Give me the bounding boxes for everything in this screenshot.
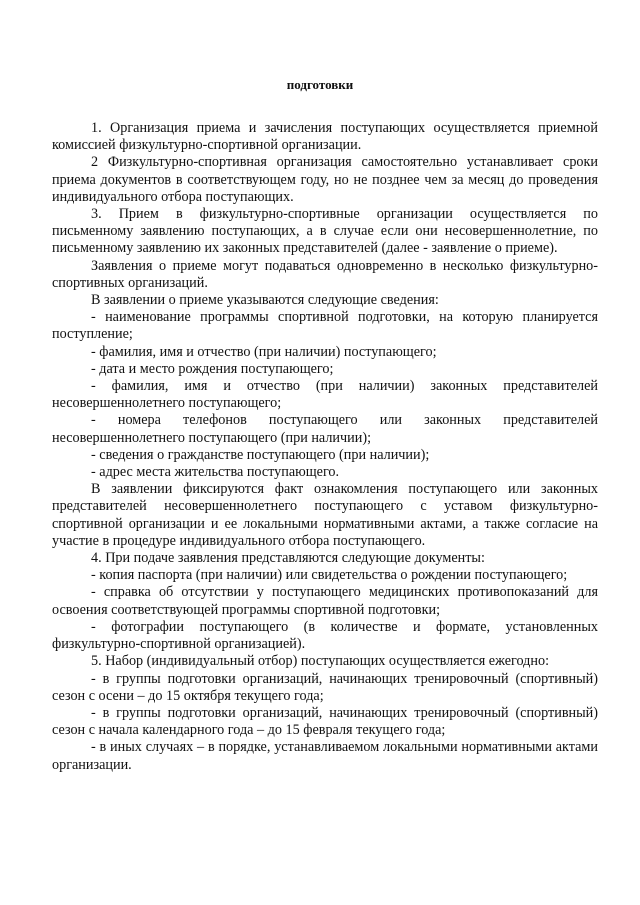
paragraph: Заявления о приеме могут подаваться одновременно в несколько физкультурно-спортивных организаций. bbox=[52, 257, 598, 291]
list-item: - справка об отсутствии у поступающего медицинских противопоказаний для освоения соответствующей программы спортивной подготовки; bbox=[52, 584, 598, 618]
paragraph: В заявлении о приеме указываются следующие сведения: bbox=[91, 292, 439, 309]
list-item: - фамилия, имя и отчество (при наличии) законных представителей несовершеннолетнего поступающего; bbox=[52, 378, 598, 412]
page-heading: подготовки bbox=[286, 77, 354, 92]
paragraph: 1. Организация приема и зачисления поступающих осуществляется приемной комиссией физкультурно-спортивной организации. bbox=[52, 120, 598, 154]
list-item: - в группы подготовки организаций, начинающих тренировочный (спортивный) сезон с начала календарного года – до 15 февраля текущего года; bbox=[52, 704, 598, 739]
list-item: - в группы подготовки организаций, начинающих тренировочный (спортивный) сезон с осени – до 15 октября текущего года; bbox=[52, 670, 598, 704]
list-item: - адрес места жительства поступающего. bbox=[91, 464, 340, 481]
paragraph: 4. При подаче заявления представляются следующие документы: bbox=[91, 550, 485, 567]
paragraph: 3. Прием в физкультурно-спортивные организации осуществляется по письменному заявлению поступающих, а в случае если они несовершеннолетние, по письменному заявлению их законных представителей (далее - заявление о приеме). bbox=[52, 206, 598, 257]
list-item: - номера телефонов поступающего или законных представителей несовершеннолетнего поступающего (при наличии); bbox=[52, 412, 598, 446]
list-item: - в иных случаях – в порядке, устанавливаемом локальными нормативными актами организации. bbox=[52, 739, 598, 773]
list-item: - фамилия, имя и отчество (при наличии) поступающего; bbox=[91, 343, 437, 360]
list-item: - сведения о гражданстве поступающего (при наличии); bbox=[91, 446, 430, 463]
paragraph: 2 Физкультурно-спортивная организация самостоятельно устанавливает сроки приема документов в соответствующем году, но не позднее чем за месяц до проведения индивидуального отбора поступающих. bbox=[52, 154, 598, 205]
paragraph: В заявлении фиксируются факт ознакомления поступающего или законных представителей несовершеннолетнего поступающего с уставом физкультурно-спортивной организации и ее локальными нормативными актами, а также согласие на участие в процедуре индивидуального отбора поступающего. bbox=[52, 481, 598, 549]
list-item: - копия паспорта (при наличии) или свидетельства о рождении поступающего; bbox=[91, 567, 568, 584]
list-item: - дата и место рождения поступающего; bbox=[91, 360, 334, 377]
document-body bbox=[52, 120, 598, 774]
paragraph: 5. Набор (индивидуальный отбор) поступающих осуществляется ежегодно: bbox=[91, 653, 550, 670]
list-item: - фотографии поступающего (в количестве и формате, установленных физкультурно-спортивной организацией). bbox=[52, 618, 598, 653]
list-item: - наименование программы спортивной подготовки, на которую планируется поступление; bbox=[52, 309, 598, 343]
